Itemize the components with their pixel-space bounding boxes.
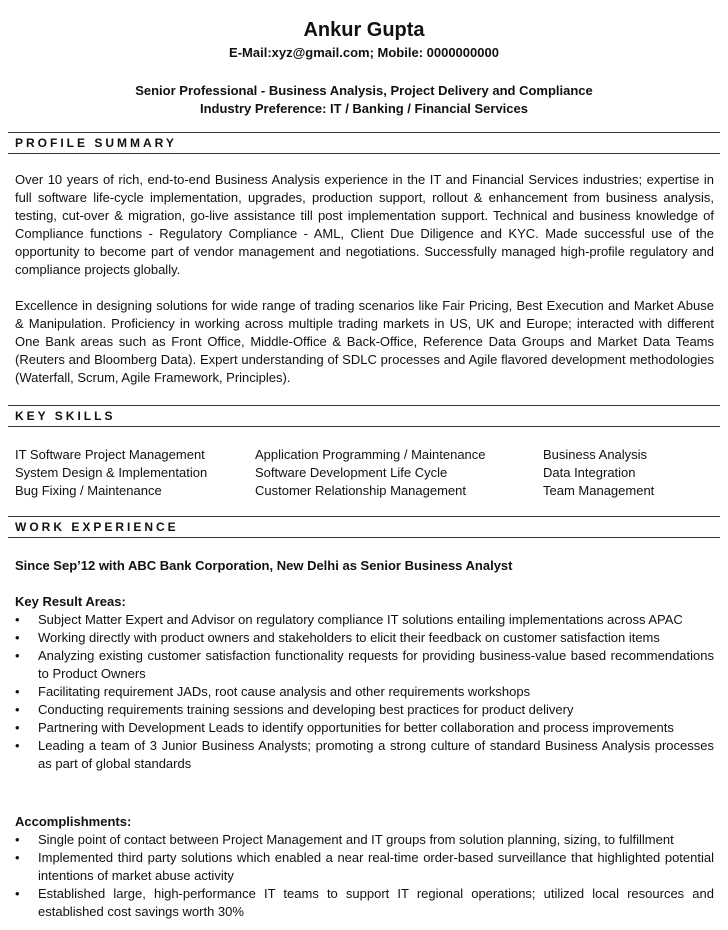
profile-paragraph-1: Over 10 years of rich, end-to-end Business Analysis experience in the IT and Financial Services industries; expertise in full software life-cycle implementation, upgrades, production support, rollout & enhancement from business analysis, testing, cut-over & migration, go-live assistance till post implementation support. Technical and business knowledge of Compliance functions - Regulatory Compliance - AML, Client Due Diligence and KYC. Made successful use of the opportunity to become part of vendor management and negotiations. Successfully managed high-profile regulatory and compliance projects globally. — [15, 172, 714, 277]
bullet-icon: • — [15, 886, 20, 901]
list-item — [15, 737, 714, 773]
list-item — [15, 647, 714, 683]
list-item-text: Leading a team of 3 Junior Business Analysts; promoting a strong culture of standard Business Analysis processes as part of global standards — [38, 738, 714, 771]
industry-preference: Industry Preference: IT / Banking / Financial Services — [199, 101, 528, 116]
list-item-text: Subject Matter Expert and Advisor on regulatory compliance IT solutions entailing implementations across APAC — [38, 612, 683, 627]
list-item-text: Facilitating requirement JADs, root cause analysis and other requirements workshops — [38, 684, 531, 699]
list-item — [15, 683, 714, 701]
key-skills-grid — [15, 446, 715, 500]
list-item — [15, 701, 714, 719]
list-item — [15, 719, 714, 737]
skill-item: Team Management — [543, 483, 655, 498]
list-item-text: Working directly with product owners and stakeholders to elicit their feedback on customer satisfaction items — [38, 630, 660, 645]
job-role-line: Since Sep’12 with ABC Bank Corporation, New Delhi as Senior Business Analyst — [15, 558, 513, 573]
bullet-icon: • — [15, 720, 20, 735]
skill-row — [15, 446, 715, 464]
bullet-icon: • — [15, 832, 20, 847]
list-item — [15, 831, 714, 849]
accomplishments-list — [15, 831, 714, 921]
skill-item: Data Integration — [543, 465, 636, 480]
bullet-icon: • — [15, 738, 20, 753]
candidate-name: Ankur Gupta — [303, 19, 425, 41]
list-item-text: Established large, high-performance IT teams to support IT regional operations; utilized local resources and established cost savings worth 30% — [38, 886, 714, 919]
skill-item: IT Software Project Management — [15, 447, 205, 462]
list-item — [15, 849, 714, 885]
resume-header — [0, 18, 728, 118]
bullet-icon: • — [15, 648, 20, 663]
list-item — [15, 629, 714, 647]
profile-summary-title: PROFILE SUMMARY — [15, 136, 177, 150]
bullet-icon: • — [15, 612, 20, 627]
skill-item: Bug Fixing / Maintenance — [15, 483, 162, 498]
profile-paragraph-2: Excellence in designing solutions for wide range of trading scenarios like Fair Pricing, Best Execution and Market Abuse & Manipulation. Proficiency in working across multiple trading markets in US, UK and Europe; interacted with different One Bank areas such as Front Office, Middle-Office & Back-Office, Reference Data Groups and Market Data Teams (Reuters and Bloomberg Data). Expert understanding of SDLC processes and Agile flavored development methodologies (Waterfall, Scrum, Agile Framework, Principles). — [15, 298, 714, 385]
skill-item: Software Development Life Cycle — [255, 465, 448, 480]
list-item-text: Analyzing existing customer satisfaction functionality requests for providing business-value based recommendations to Product Owners — [38, 648, 714, 681]
list-item-text: Single point of contact between Project Management and IT groups from solution planning, sizing, to fulfillment — [38, 832, 674, 847]
work-experience-heading — [8, 516, 720, 538]
skill-item: Customer Relationship Management — [255, 483, 466, 498]
bullet-icon: • — [15, 684, 20, 699]
bullet-icon: • — [15, 850, 20, 865]
list-item-text: Implemented third party solutions which enabled a near real-time order-based surveillance that highlighted potential intentions of market abuse activity — [38, 850, 714, 883]
list-item-text: Partnering with Development Leads to identify opportunities for better collaboration and process improvements — [38, 720, 674, 735]
headline: Senior Professional - Business Analysis, Project Delivery and Compliance — [135, 83, 593, 98]
skill-row — [15, 464, 715, 482]
bullet-icon: • — [15, 702, 20, 717]
bullet-icon: • — [15, 630, 20, 645]
list-item — [15, 611, 714, 629]
key-skills-heading — [8, 405, 720, 427]
contact-line: E-Mail:xyz@gmail.com; Mobile: 0000000000 — [229, 45, 499, 60]
key-skills-title: KEY SKILLS — [15, 409, 116, 423]
skill-item: Application Programming / Maintenance — [255, 447, 486, 462]
list-item-text: Conducting requirements training sessions and developing best practices for product delivery — [38, 702, 574, 717]
work-experience-title: WORK EXPERIENCE — [15, 520, 179, 534]
accomplishments-title: Accomplishments: — [15, 814, 132, 829]
list-item — [15, 885, 714, 921]
profile-summary-heading — [8, 132, 720, 154]
key-result-areas-list — [15, 611, 714, 773]
skill-item: Business Analysis — [543, 447, 648, 462]
key-result-areas-title: Key Result Areas: — [15, 594, 126, 609]
skill-row — [15, 482, 715, 500]
skill-item: System Design & Implementation — [15, 465, 208, 480]
